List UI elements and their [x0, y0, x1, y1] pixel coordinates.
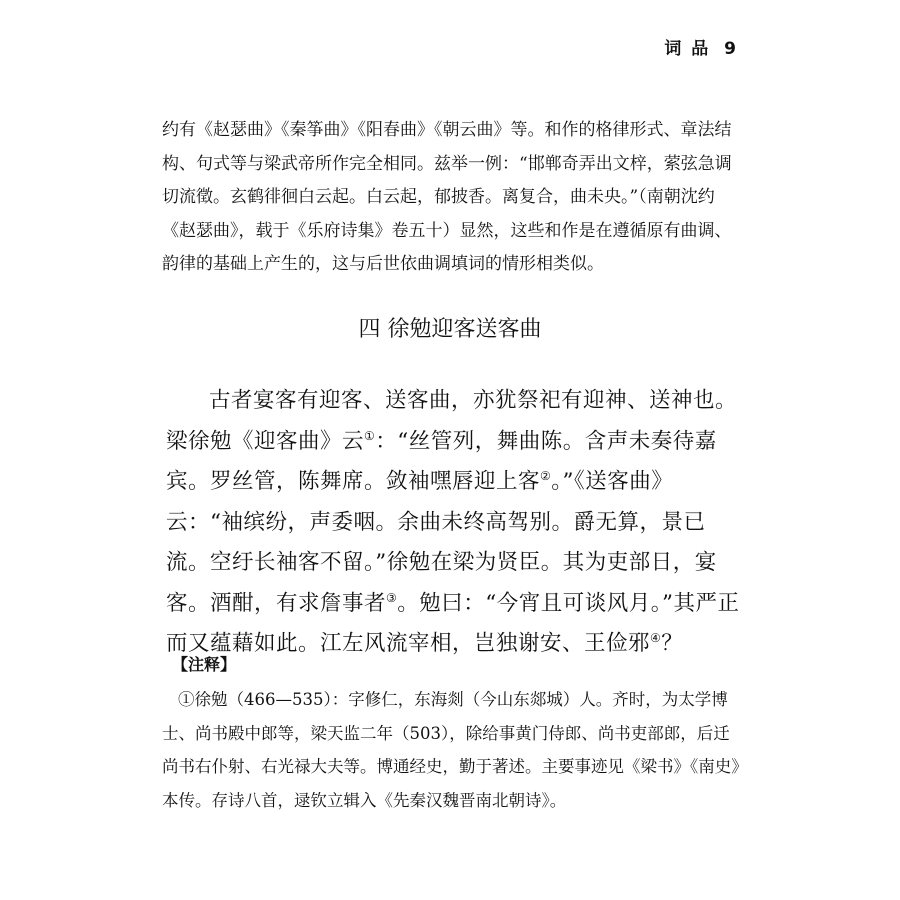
footnote-ref-4[interactable]: ④ [650, 630, 662, 645]
main-text-5: ？ [661, 631, 684, 656]
section-title: 四 徐勉迎客送客曲 [358, 317, 542, 342]
main-text-1: 古者宴客有迎客、送客曲，亦犹祭祀有迎神、送神也。梁徐勉《迎客曲》云 [166, 388, 738, 454]
page-header [658, 34, 738, 59]
main-text-2: ：“丝管列，舞曲陈。含声未奏待嘉宾。罗丝管，陈舞席。敛袖嘿唇迎上客 [166, 428, 717, 494]
note-1: ①徐勉（466—535）：字修仁，东海剡（今山东郯城）人。齐时，为太学博士、尚书殿中郎等，梁天监二年（503），除给事黄门侍郎、尚书吏部郎，后迁尚书右仆射、右光禄大夫等。博通经史，勤于著述。主要事迹见《梁书》《南史》本传。存诗八首，逯钦立辑入《先秦汉魏晋南北朝诗》。 [162, 690, 740, 810]
footnote-ref-3[interactable]: ③ [386, 590, 398, 605]
main-text-3: 。”《送客曲》云：“袖缤纷，声委咽。余曲未终高驾别。爵无算，景已流。空纡长袖客不留。”徐勉在梁为贤臣。其为吏部日，宴客。酒酣，有求詹事者 [166, 469, 717, 616]
notes-heading: 【注释】 [172, 655, 237, 674]
page-number: 9 [724, 39, 738, 59]
running-title: 词 品 [664, 39, 711, 59]
main-text-4: 。勉曰：“今宵且可谈风月。”其严正而又蕴藉如此。江左风流宰相，岂独谢安、王俭邪 [166, 590, 740, 656]
footnote-ref-2[interactable]: ② [540, 468, 552, 483]
intro-paragraph: 约有《赵瑟曲》《秦筝曲》《阳春曲》《朝云曲》等。和作的格律形式、章法结构、句式等与梁武帝所作完全相同。兹举一例：“邯郸奇弄出文梓，萦弦急调切流徵。玄鹤徘徊白云起。白云起，郁披香。离复合，曲未央。”（南朝沈约《赵瑟曲》，载于《乐府诗集》卷五十）显然，这些和作是在遵循原有曲调、韵律的基础上产生的，这与后世依曲调填词的情形相类似。 [162, 120, 732, 274]
footnote-ref-1[interactable]: ① [364, 428, 376, 443]
main-paragraph [166, 381, 748, 665]
